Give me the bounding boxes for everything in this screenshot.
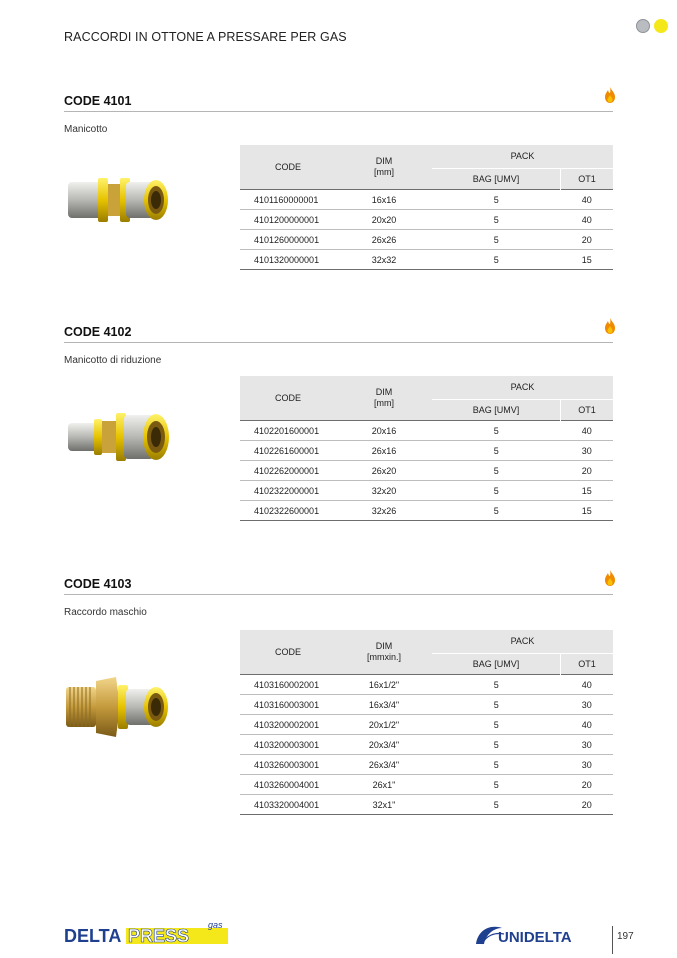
cell-ot1: 20 <box>561 461 613 481</box>
cell-code: 4102322600001 <box>240 501 336 521</box>
cell-dim: 20x16 <box>336 421 432 441</box>
header-code: CODE <box>240 376 336 421</box>
cell-ot1: 30 <box>561 735 613 755</box>
header-dim <box>336 145 432 190</box>
unidelta-logo <box>472 920 604 948</box>
cell-dim: 26x26 <box>336 230 432 250</box>
table-row <box>240 501 613 521</box>
header-pack: PACK <box>432 630 613 653</box>
cell-bag: 5 <box>432 210 561 230</box>
header-dim <box>336 376 432 421</box>
cell-dim: 32x20 <box>336 481 432 501</box>
cell-code: 4102322000001 <box>240 481 336 501</box>
section-divider <box>64 594 613 595</box>
table-row <box>240 210 613 230</box>
section-subtitle: Manicotto di riduzione <box>64 355 162 366</box>
cell-code: 4103200003001 <box>240 735 336 755</box>
cell-code: 4103160002001 <box>240 675 336 695</box>
cell-ot1: 40 <box>561 421 613 441</box>
table-row <box>240 421 613 441</box>
reducing-coupling-image <box>64 403 172 475</box>
table-row <box>240 715 613 735</box>
table-row <box>240 481 613 501</box>
cell-bag: 5 <box>432 481 561 501</box>
header-dim-unit: [mm] <box>374 398 394 408</box>
header-dim-unit: [mmxin.] <box>366 652 401 662</box>
cell-ot1: 40 <box>561 715 613 735</box>
cell-code: 4101200000001 <box>240 210 336 230</box>
section-divider <box>64 342 613 343</box>
table-row <box>240 755 613 775</box>
table-row <box>240 675 613 695</box>
cell-dim: 26x20 <box>336 461 432 481</box>
header-bag: BAG [UMV] <box>432 399 561 420</box>
unidelta-logo-text: UNIDELTA <box>498 929 572 946</box>
cell-ot1: 40 <box>561 210 613 230</box>
table-row <box>240 795 613 815</box>
header-ot1: OT1 <box>561 168 613 189</box>
cell-dim: 32x32 <box>336 250 432 270</box>
cell-bag: 5 <box>432 775 561 795</box>
cell-bag: 5 <box>432 675 561 695</box>
cell-ot1: 30 <box>561 695 613 715</box>
header-dim-label: DIM <box>375 387 393 397</box>
cell-code: 4102201600001 <box>240 421 336 441</box>
cell-ot1: 15 <box>561 481 613 501</box>
cell-bag: 5 <box>432 421 561 441</box>
cell-ot1: 40 <box>561 190 613 210</box>
color-dots <box>636 19 674 35</box>
section-subtitle: Raccordo maschio <box>64 607 147 618</box>
yellow-dot-icon <box>654 19 668 33</box>
cell-bag: 5 <box>432 715 561 735</box>
cell-bag: 5 <box>432 230 561 250</box>
flame-icon <box>604 569 616 587</box>
cell-ot1: 20 <box>561 230 613 250</box>
cell-ot1: 15 <box>561 501 613 521</box>
cell-ot1: 20 <box>561 795 613 815</box>
cell-bag: 5 <box>432 190 561 210</box>
header-pack: PACK <box>432 376 613 399</box>
product-table <box>240 376 613 521</box>
cell-code: 4103260004001 <box>240 775 336 795</box>
cell-ot1: 20 <box>561 775 613 795</box>
deltapress-logo-gas: gas <box>208 920 223 930</box>
header-dim-label: DIM <box>375 641 393 651</box>
table-row <box>240 190 613 210</box>
cell-code: 4101260000001 <box>240 230 336 250</box>
cell-dim: 32x1" <box>336 795 432 815</box>
table-row <box>240 735 613 755</box>
coupling-image <box>64 166 172 238</box>
cell-dim: 16x16 <box>336 190 432 210</box>
cell-code: 4101160000001 <box>240 190 336 210</box>
section-title: CODE 4102 <box>64 325 132 339</box>
page-number: 197 <box>617 931 634 942</box>
cell-code: 4101320000001 <box>240 250 336 270</box>
header-bag: BAG [UMV] <box>432 653 561 674</box>
cell-dim: 16x3/4" <box>336 695 432 715</box>
cell-dim: 32x26 <box>336 501 432 521</box>
male-fitting-image <box>64 673 172 745</box>
section-title: CODE 4103 <box>64 577 132 591</box>
cell-bag: 5 <box>432 441 561 461</box>
cell-bag: 5 <box>432 695 561 715</box>
cell-bag: 5 <box>432 461 561 481</box>
header-code: CODE <box>240 630 336 675</box>
cell-code: 4103200002001 <box>240 715 336 735</box>
product-table <box>240 145 613 270</box>
cell-dim: 26x3/4" <box>336 755 432 775</box>
cell-bag: 5 <box>432 250 561 270</box>
cell-bag: 5 <box>432 735 561 755</box>
grey-dot-icon <box>636 19 650 33</box>
cell-code: 4103160003001 <box>240 695 336 715</box>
deltapress-logo-text: DELTA <box>64 926 122 946</box>
cell-code: 4102261600001 <box>240 441 336 461</box>
table-row <box>240 441 613 461</box>
table-row <box>240 250 613 270</box>
cell-code: 4103260003001 <box>240 755 336 775</box>
page-title: RACCORDI IN OTTONE A PRESSARE PER GAS <box>64 30 347 44</box>
header-bag: BAG [UMV] <box>432 168 561 189</box>
table-row <box>240 775 613 795</box>
cell-ot1: 40 <box>561 675 613 695</box>
page-number-divider <box>612 926 613 954</box>
cell-dim: 26x1" <box>336 775 432 795</box>
header-code: CODE <box>240 145 336 190</box>
cell-dim: 20x1/2" <box>336 715 432 735</box>
cell-dim: 16x1/2" <box>336 675 432 695</box>
flame-icon <box>604 86 616 104</box>
cell-bag: 5 <box>432 755 561 775</box>
section-subtitle: Manicotto <box>64 124 108 135</box>
cell-code: 4102262000001 <box>240 461 336 481</box>
cell-dim: 20x20 <box>336 210 432 230</box>
flame-icon <box>604 317 616 335</box>
cell-dim: 20x3/4" <box>336 735 432 755</box>
table-row <box>240 461 613 481</box>
section-divider <box>64 111 613 112</box>
header-dim-unit: [mm] <box>374 167 394 177</box>
deltapress-logo <box>64 920 230 946</box>
cell-bag: 5 <box>432 795 561 815</box>
cell-bag: 5 <box>432 501 561 521</box>
section-title: CODE 4101 <box>64 94 132 108</box>
table-row <box>240 695 613 715</box>
header-dim-label: DIM <box>375 156 393 166</box>
cell-dim: 26x16 <box>336 441 432 461</box>
header-ot1: OT1 <box>561 399 613 420</box>
table-row <box>240 230 613 250</box>
header-pack: PACK <box>432 145 613 168</box>
header-ot1: OT1 <box>561 653 613 674</box>
product-table <box>240 630 613 815</box>
header-dim <box>336 630 432 675</box>
cell-code: 4103320004001 <box>240 795 336 815</box>
cell-ot1: 15 <box>561 250 613 270</box>
cell-ot1: 30 <box>561 441 613 461</box>
cell-ot1: 30 <box>561 755 613 775</box>
deltapress-logo-press: PRESS <box>128 926 190 946</box>
